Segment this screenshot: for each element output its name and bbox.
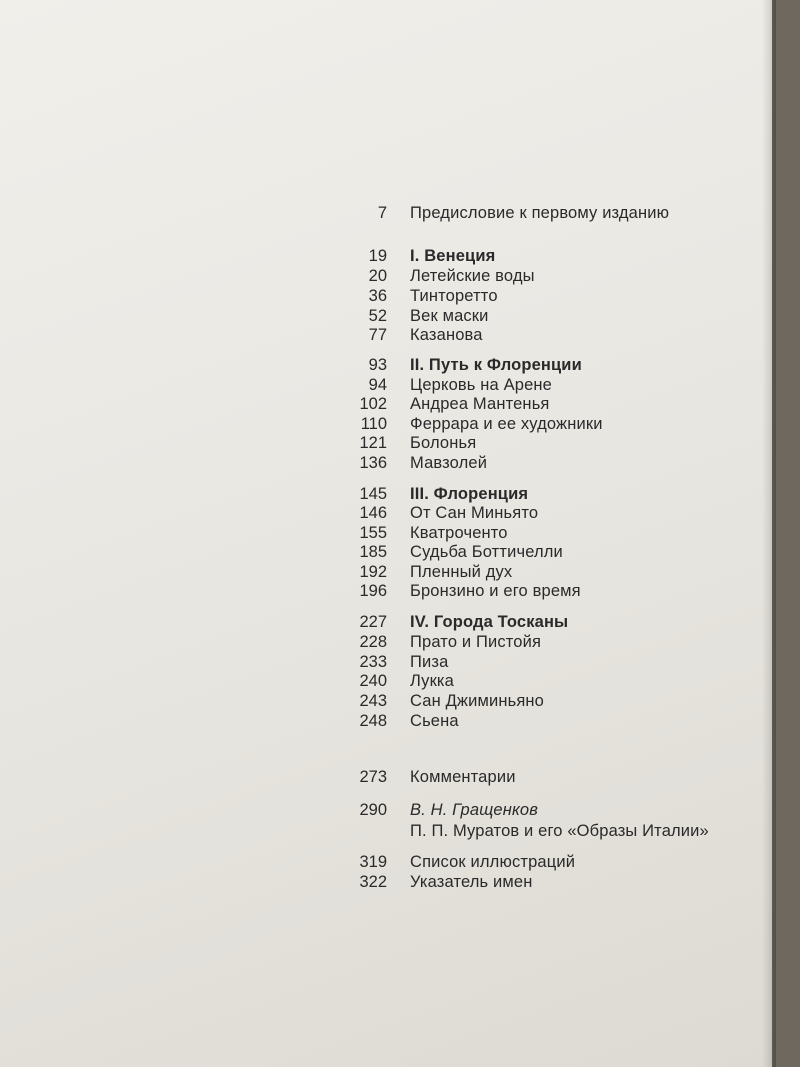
toc-title: Век маски <box>410 307 489 325</box>
toc-title: Тинторетто <box>410 287 498 305</box>
toc-title: От Сан Миньято <box>410 504 539 522</box>
toc-page-number: 36 <box>368 287 387 305</box>
toc-page-number: 146 <box>359 504 387 522</box>
toc-page-number: 290 <box>359 801 387 819</box>
toc-page-number: 94 <box>368 376 387 394</box>
toc-title: Феррара и ее художники <box>410 415 603 433</box>
toc-title: Сан Джиминьяно <box>410 692 544 710</box>
toc-page-number: 196 <box>359 582 387 600</box>
toc-title: П. П. Муратов и его «Образы Италии» <box>410 822 709 840</box>
toc-page-number: 185 <box>359 543 387 561</box>
toc-page-number: 243 <box>359 692 387 710</box>
toc-page-number: 110 <box>360 415 387 433</box>
toc-title: Казанова <box>410 326 483 344</box>
toc-title: Церковь на Арене <box>410 376 553 394</box>
toc-title: Мавзолей <box>410 454 488 472</box>
toc-page-number: 52 <box>368 307 387 325</box>
toc-title: Пленный дух <box>410 563 513 581</box>
toc-title: Судьба Боттичелли <box>410 543 563 561</box>
toc-title: Комментарии <box>410 768 516 786</box>
toc-page-number: 155 <box>359 524 387 542</box>
toc-page-number: 20 <box>368 267 387 285</box>
toc-page-number: 192 <box>359 563 387 581</box>
toc-section-title: IV. Города Тосканы <box>410 613 569 631</box>
toc-page-number: 227 <box>359 613 387 631</box>
toc-title: Андреа Мантенья <box>410 395 550 413</box>
toc-page-number: 77 <box>368 326 387 344</box>
toc-page-number: 145 <box>359 485 387 503</box>
toc-section-title: II. Путь к Флоренции <box>410 356 582 374</box>
toc-page-number: 102 <box>359 395 387 413</box>
toc-page-number: 319 <box>359 853 387 871</box>
toc-page-number: 7 <box>377 204 387 222</box>
toc-title: Кватроченто <box>410 524 508 542</box>
toc-page-number: 136 <box>359 454 387 472</box>
toc-title: Летейские воды <box>410 267 535 285</box>
toc-title: Указатель имен <box>410 873 533 891</box>
toc-title: Пиза <box>410 653 449 671</box>
toc-page-number: 233 <box>359 653 387 671</box>
toc-author: В. Н. Грaщенков <box>410 801 538 819</box>
toc-title: Бронзино и его время <box>410 582 581 600</box>
toc-page-number: 93 <box>368 356 387 374</box>
toc-title: Предисловие к первому изданию <box>410 204 670 222</box>
toc-page-number: 273 <box>359 768 387 786</box>
toc-title: Список иллюстраций <box>410 853 576 871</box>
toc-page-number: 228 <box>359 633 387 651</box>
toc-page-number: 240 <box>359 672 387 690</box>
toc-section-title: I. Венеция <box>410 247 496 265</box>
toc-page-number: 19 <box>368 247 387 265</box>
toc-page-number: 248 <box>359 712 387 730</box>
toc-title: Болонья <box>410 434 477 452</box>
toc-section-title: III. Флоренция <box>410 485 529 503</box>
toc-title: Прато и Пистойя <box>410 633 542 651</box>
toc-page-number: 322 <box>359 873 387 891</box>
toc-page-number: 121 <box>359 434 387 452</box>
toc-title: Сьена <box>410 712 459 730</box>
toc-title: Лукка <box>410 672 454 690</box>
